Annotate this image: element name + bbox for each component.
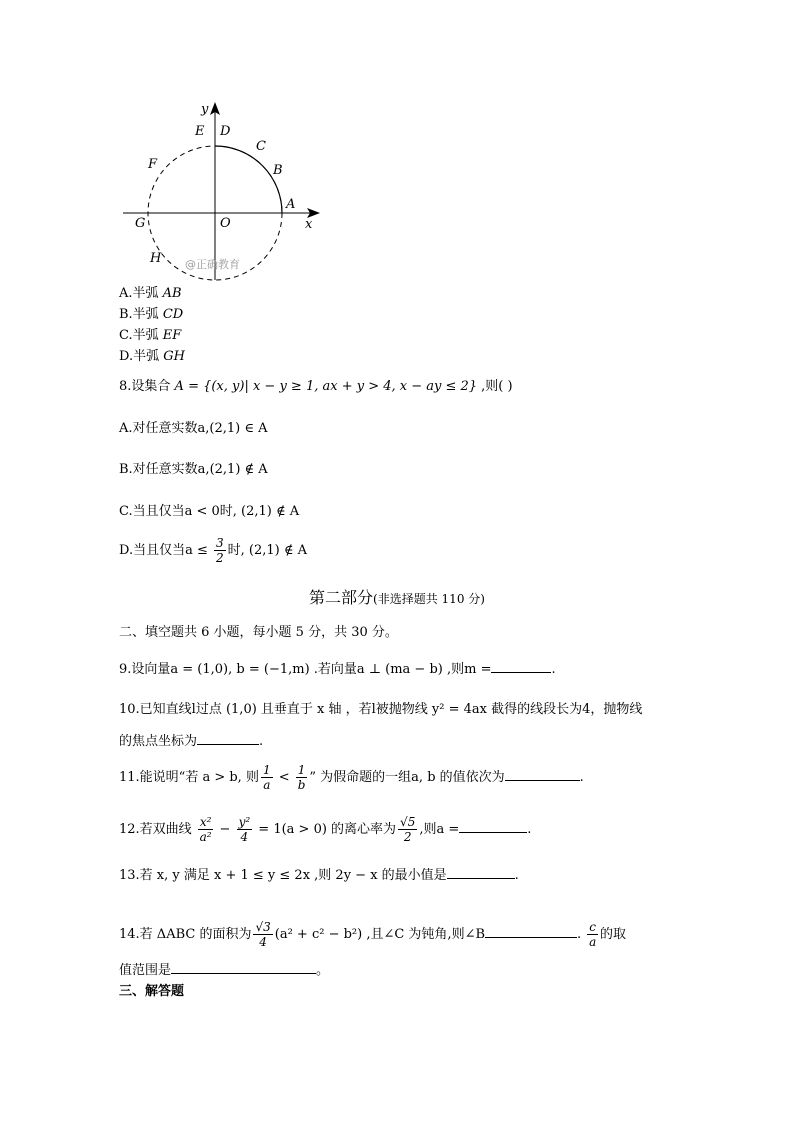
label-c: C — [256, 139, 266, 154]
label-b: B — [273, 163, 283, 178]
q8-stem: 8.设集合 A = {(x, y)| x − y ≥ 1, ax + y > 4, x − ay ≤ 2} ,则( ) — [119, 379, 513, 394]
watermark: @正确教育 — [185, 258, 240, 271]
label-g: G — [135, 216, 146, 231]
q14-line1: 14.若 ΔABC 的面积为 $\frac{√3}{4}$ (a² + c² − b²) ,且∠C 为钝角,则∠B . $\frac{c}{a}$ 的取 — [119, 920, 627, 949]
q10-line1: 10.已知直线l过点 (1,0) 且垂直于 x 轴 ，若l被抛物线 y² = 4ax 截得的线段长为4，抛物线 — [119, 702, 643, 717]
q9: 9.设向量a = (1,0), b = (−1,m) .若向量a ⊥ (ma − b) ,则m = . — [119, 662, 556, 677]
label-a: A — [286, 197, 296, 212]
q14-angle-answer-blank[interactable] — [485, 925, 577, 938]
label-e: E — [195, 124, 205, 139]
q14-range-answer-blank[interactable] — [171, 961, 316, 974]
q13: 13.若 x, y 满足 x + 1 ≤ y ≤ 2x ,则 2y − x 的最小值是 . — [119, 868, 519, 883]
q7-option-b: B.半弧 CD — [119, 307, 184, 322]
q11: 11.能说明“若 a > b, 则 $\frac{1}{a}$ < $\frac{1}{b}$ ” 为假命题的一组a, b 的值依次为 . — [119, 763, 584, 792]
q8-option-c: C.当且仅当a < 0时, (2,1) ∉ A — [119, 504, 300, 519]
q10-line2: 的焦点坐标为 . — [119, 734, 264, 749]
q12: 12.若双曲线 $\frac{\text{x²}}{\text{a²}}$ − $\frac{\text{y²}}{4}$ = 1(a > 0) 的离心率为 $\frac{√5}{2}$ ,则a = . — [119, 815, 532, 844]
label-f: F — [148, 157, 158, 172]
q12-answer-blank[interactable] — [459, 820, 527, 833]
q8-option-a: A.对任意实数a,(2,1) ∈ A — [119, 421, 268, 436]
q7-option-a: A.半弧 AB — [119, 286, 182, 301]
q14-line2: 值范围是 。 — [119, 963, 330, 978]
label-h: H — [150, 251, 162, 266]
part2-heading: 第二部分(非选择题共 110 分) — [309, 588, 485, 607]
q8-option-d: D.当且仅当a ≤ $\frac{3}{2}$ 时, (2,1) ∉ A — [119, 536, 307, 565]
part3-heading: 三、解答题 — [119, 984, 185, 999]
q9-answer-blank[interactable] — [491, 660, 551, 673]
label-o: O — [220, 216, 231, 231]
q7-option-c: C.半弧 EF — [119, 328, 182, 343]
label-x: x — [305, 217, 313, 232]
fill-section-header: 二、填空题共 6 小题，每小题 5 分，共 30 分。 — [119, 625, 398, 640]
label-d: D — [220, 124, 231, 139]
solid-arc-ab — [215, 146, 282, 213]
q13-answer-blank[interactable] — [447, 866, 515, 879]
q8-option-b: B.对任意实数a,(2,1) ∉ A — [119, 462, 268, 477]
q7-option-d: D.半弧 GH — [119, 349, 185, 364]
q10-answer-blank[interactable] — [197, 732, 259, 745]
unit-circle-figure — [115, 100, 375, 285]
label-y: y — [201, 102, 209, 117]
q11-answer-blank[interactable] — [505, 768, 580, 781]
